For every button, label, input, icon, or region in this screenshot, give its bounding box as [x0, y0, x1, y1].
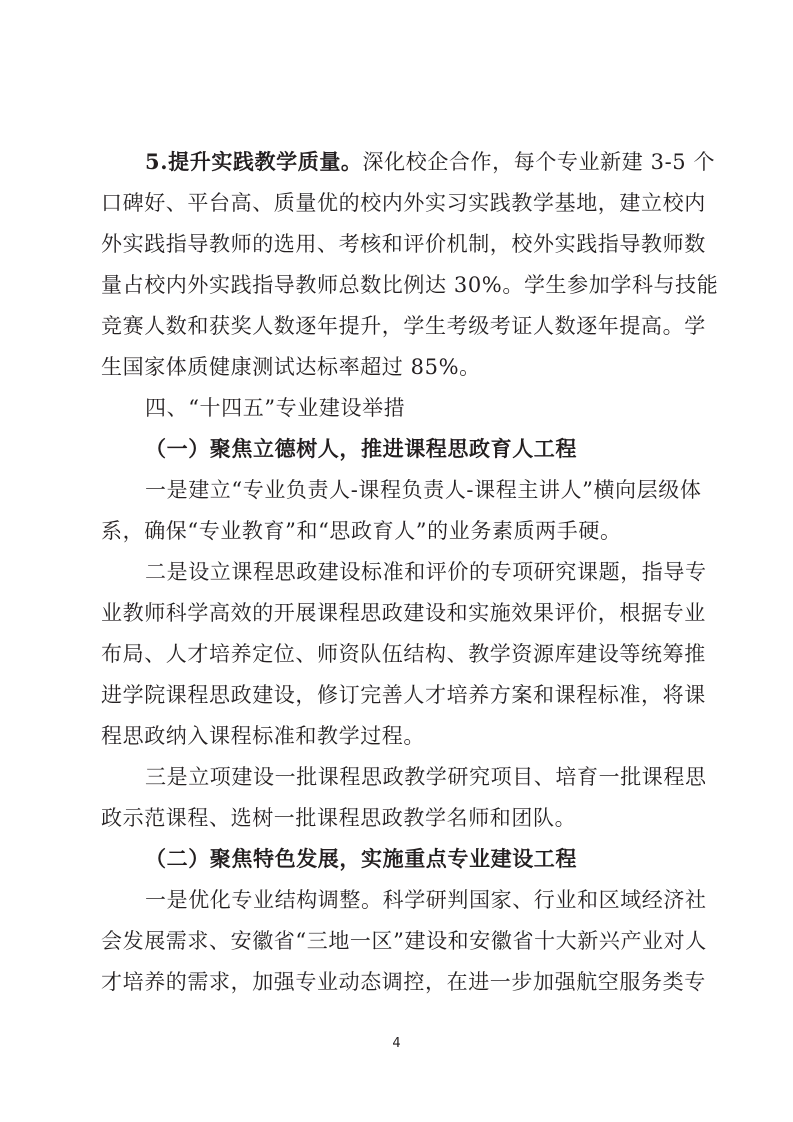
subsection-heading — [0, 844, 793, 874]
paragraph-lead: 5.提升实践教学质量。 — [145, 149, 363, 174]
paragraph-text: 外实践指导教师的选用、考核和评价机制，校外实践指导教师数 — [101, 232, 706, 256]
paragraph-text: 二是设立课程思政建设标准和评价的专项研究课题，指导专 — [145, 560, 707, 584]
paragraph-line — [0, 967, 793, 997]
page-number: 4 — [392, 1036, 401, 1051]
section-heading — [0, 393, 793, 423]
paragraph-line — [0, 721, 793, 751]
subsection-heading-text: （一）聚焦立德树人，推进课程思政育人工程 — [145, 436, 577, 461]
paragraph-line — [0, 475, 793, 505]
paragraph-line — [0, 680, 793, 710]
paragraph-text: 政示范课程、选树一批课程思政教学名师和团队。 — [101, 806, 577, 830]
paragraph-line — [0, 639, 793, 669]
paragraph-line — [0, 147, 793, 177]
paragraph-line — [0, 270, 793, 300]
paragraph-text: 生国家体质健康测试达标率超过 85%。 — [101, 355, 481, 379]
paragraph-text: 系，确保“专业教育”和“思政育人”的业务素质两手硬。 — [101, 519, 622, 543]
paragraph-line — [0, 598, 793, 628]
paragraph-text: 进学院课程思政建设，修订完善人才培养方案和课程标准，将课 — [101, 683, 706, 707]
paragraph-line — [0, 516, 793, 546]
paragraph-line — [0, 557, 793, 587]
paragraph-text: 口碑好、平台高、质量优的校内外实习实践教学基地，建立校内 — [101, 191, 706, 215]
paragraph-line — [0, 188, 793, 218]
subsection-heading — [0, 434, 793, 464]
subsection-heading-text: （二）聚焦特色发展，实施重点专业建设工程 — [145, 846, 577, 871]
paragraph-line — [0, 926, 793, 956]
paragraph-line — [0, 229, 793, 259]
paragraph-text: 一是建立“专业负责人-课程负责人-课程主讲人”横向层级体 — [145, 478, 702, 502]
paragraph-text: 才培养的需求，加强专业动态调控，在进一步加强航空服务类专 — [101, 970, 706, 994]
paragraph-line — [0, 311, 793, 341]
paragraph-text: 业教师科学高效的开展课程思政建设和实施效果评价，根据专业 — [101, 601, 706, 625]
paragraph-text: 程思政纳入课程标准和教学过程。 — [101, 724, 425, 748]
section-heading-text: 四、“十四五”专业建设举措 — [145, 396, 406, 420]
paragraph-line — [0, 803, 793, 833]
paragraph-text: 竞赛人数和获奖人数逐年提升，学生考级考证人数逐年提高。学 — [101, 314, 706, 338]
paragraph-text: 布局、人才培养定位、师资队伍结构、教学资源库建设等统筹推 — [101, 642, 706, 666]
paragraph-text: 一是优化专业结构调整。科学研判国家、行业和区域经济社 — [145, 888, 707, 912]
paragraph-line — [0, 762, 793, 792]
paragraph-line — [0, 352, 793, 382]
paragraph-text: 深化校企合作，每个专业新建 3-5 个 — [362, 150, 716, 174]
paragraph-text: 三是立项建设一批课程思政教学研究项目、培育一批课程思 — [145, 765, 707, 789]
paragraph-text: 量占校内外实践指导教师总数比例达 30%。学生参加学科与技能 — [101, 273, 719, 297]
paragraph-line — [0, 885, 793, 915]
paragraph-text: 会发展需求、安徽省“三地一区”建设和安徽省十大新兴产业对人 — [101, 929, 707, 953]
